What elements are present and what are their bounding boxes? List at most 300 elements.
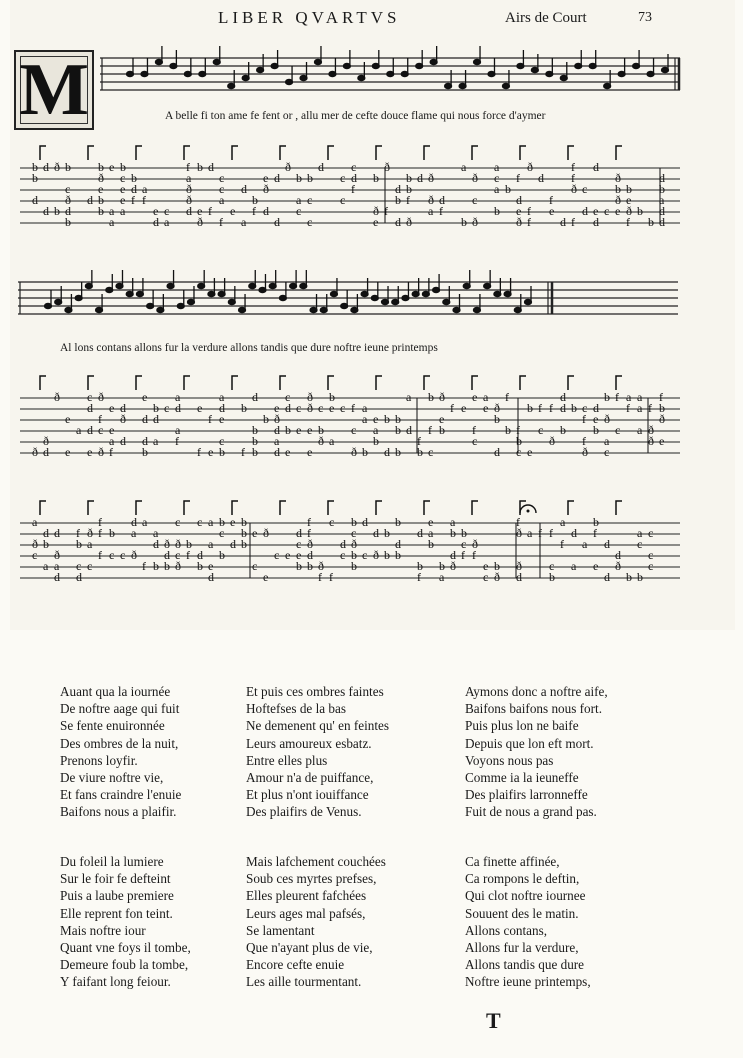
- verse-line: Voyons nous pas: [465, 752, 554, 768]
- tab-letter: a: [362, 412, 368, 426]
- tab-letter: b: [252, 445, 258, 459]
- tab-letter: e: [285, 548, 291, 562]
- tab-letter: f: [593, 526, 597, 540]
- tab-letter: ð: [494, 401, 500, 415]
- tab-letter: f: [648, 401, 652, 415]
- tab-letter: f: [538, 401, 542, 415]
- tab-letter: ð: [307, 390, 313, 404]
- voice-staff-1: [100, 38, 685, 108]
- tab-letter: a: [527, 526, 533, 540]
- tab-letter: f: [560, 537, 564, 551]
- tab-letter: b: [428, 537, 434, 551]
- tab-letter: f: [549, 526, 553, 540]
- tab-letter: ð: [439, 390, 445, 404]
- rhythm-flag-icon: [40, 501, 46, 515]
- tab-letter: e: [252, 526, 258, 540]
- tab-letter: f: [131, 193, 135, 207]
- rhythm-flag-icon: [328, 146, 334, 160]
- rhythm-flag-icon: [88, 376, 94, 390]
- tab-letter: c: [219, 434, 225, 448]
- tab-letter: d: [87, 401, 93, 415]
- tab-letter: d: [384, 445, 390, 459]
- tab-letter: ð: [285, 160, 291, 174]
- tab-letter: c: [76, 559, 82, 573]
- tab-letter: d: [76, 570, 82, 584]
- rhythm-flag-icon: [184, 501, 190, 515]
- tab-letter: b: [54, 204, 60, 218]
- rhythm-flag-icon: [136, 376, 142, 390]
- rhythm-flag-icon: [136, 146, 142, 160]
- tab-letter: d: [43, 160, 49, 174]
- tab-letter: ð: [263, 182, 269, 196]
- tab-letter: c: [120, 548, 126, 562]
- tab-letter: a: [439, 570, 445, 584]
- tab-letter: b: [593, 515, 599, 529]
- tab-letter: a: [626, 390, 632, 404]
- tab-letter: a: [87, 537, 93, 551]
- tab-letter: a: [186, 171, 192, 185]
- tab-letter: f: [98, 412, 102, 426]
- tab-letter: f: [417, 434, 421, 448]
- rhythm-flag-icon: [376, 376, 382, 390]
- rhythm-flag-icon: [424, 146, 430, 160]
- tab-letter: c: [351, 526, 357, 540]
- verse-line: Des ombres de la nuit,: [60, 735, 179, 751]
- tab-letter: c: [219, 526, 225, 540]
- tab-letter: f: [516, 171, 520, 185]
- tab-letter: a: [483, 390, 489, 404]
- tab-letter: f: [461, 548, 465, 562]
- tab-letter: f: [208, 204, 212, 218]
- tab-letter: b: [417, 445, 423, 459]
- tab-letter: e: [65, 412, 71, 426]
- tab-letter: b: [384, 548, 390, 562]
- tab-letter: b: [285, 423, 291, 437]
- tab-letter: ð: [351, 445, 357, 459]
- tab-letter: d: [538, 171, 544, 185]
- tab-letter: b: [263, 412, 269, 426]
- tab-letter: e: [516, 204, 522, 218]
- rhythm-flag-icon: [184, 376, 190, 390]
- tab-letter: c: [329, 515, 335, 529]
- tab-letter: ð: [428, 193, 434, 207]
- tab-letter: b: [373, 434, 379, 448]
- tab-letter: a: [637, 526, 643, 540]
- tab-letter: c: [65, 182, 71, 196]
- tab-letter: e: [98, 182, 104, 196]
- tab-letter: f: [516, 515, 520, 529]
- verse-line: Ca rompons le deftin,: [465, 871, 580, 887]
- tab-letter: b: [32, 160, 38, 174]
- verse-line: Des plaifirs de Venus.: [246, 804, 362, 820]
- tab-letter: c: [615, 423, 621, 437]
- tab-letter: d: [241, 182, 247, 196]
- tab-letter: c: [296, 204, 302, 218]
- tab-letter: a: [32, 515, 38, 529]
- tab-letter: d: [395, 182, 401, 196]
- tab-letter: e: [87, 445, 93, 459]
- tab-letter: b: [153, 559, 159, 573]
- tab-letter: ð: [43, 434, 49, 448]
- tab-letter: e: [285, 445, 291, 459]
- tab-letter: b: [296, 559, 302, 573]
- verse-line: Noftre ieune printemps,: [465, 974, 591, 990]
- rhythm-flag-icon: [280, 376, 286, 390]
- tab-letter: ð: [54, 548, 60, 562]
- rhythm-flag-icon: [232, 501, 238, 515]
- tab-letter: a: [131, 526, 137, 540]
- tab-letter: e: [307, 445, 313, 459]
- rhythm-flag-icon: [472, 376, 478, 390]
- verse-line: Elle reprent fon teint.: [60, 905, 173, 921]
- verse-line: Et plus n'ont iouiffance: [246, 787, 369, 803]
- rhythm-flag-icon: [568, 146, 574, 160]
- tab-letter: d: [373, 526, 379, 540]
- rhythm-flag-icon: [328, 376, 334, 390]
- tab-letter: ð: [307, 401, 313, 415]
- rhythm-flag-icon: [616, 146, 622, 160]
- tab-letter: e: [461, 401, 467, 415]
- tab-letter: c: [494, 171, 500, 185]
- verse-line: Prenons loyfir.: [60, 752, 138, 768]
- tab-letter: a: [604, 434, 610, 448]
- tab-letter: b: [406, 182, 412, 196]
- tab-letter: e: [230, 515, 236, 529]
- tab-letter: b: [219, 515, 225, 529]
- tab-letter: ð: [318, 559, 324, 573]
- tab-letter: d: [120, 401, 126, 415]
- tab-letter: f: [329, 570, 333, 584]
- tab-letter: d: [593, 160, 599, 174]
- tab-letter: ð: [615, 171, 621, 185]
- tab-letter: b: [494, 204, 500, 218]
- tab-letter: f: [417, 570, 421, 584]
- tab-letter: d: [219, 401, 225, 415]
- tab-letter: f: [252, 204, 256, 218]
- tab-letter: e: [296, 423, 302, 437]
- tab-letter: ð: [98, 445, 104, 459]
- tab-letter: e: [197, 204, 203, 218]
- tab-letter: c: [648, 559, 654, 573]
- rhythm-flag-icon: [568, 501, 574, 515]
- tab-letter: d: [593, 401, 599, 415]
- tab-letter: c: [164, 204, 170, 218]
- rhythm-flag-icon: [88, 146, 94, 160]
- tab-letter: d: [230, 537, 236, 551]
- verse-line: Baifons baifons nous fort.: [465, 701, 602, 717]
- tab-letter: e: [109, 160, 115, 174]
- rhythm-flag-icon: [136, 501, 142, 515]
- tab-letter: e: [615, 204, 621, 218]
- tab-letter: ð: [428, 171, 434, 185]
- tab-letter: a: [208, 537, 214, 551]
- tab-letter: f: [626, 401, 630, 415]
- tab-letter: b: [241, 401, 247, 415]
- tab-letter: d: [164, 548, 170, 562]
- tab-letter: ð: [648, 434, 654, 448]
- tab-letter: b: [142, 445, 148, 459]
- tab-letter: f: [582, 412, 586, 426]
- tab-letter: ð: [120, 412, 126, 426]
- tab-letter: d: [208, 570, 214, 584]
- tab-letter: d: [186, 204, 192, 218]
- tab-letter: ð: [472, 171, 478, 185]
- tab-letter: f: [142, 193, 146, 207]
- tab-letter: b: [153, 401, 159, 415]
- tab-letter: ð: [65, 193, 71, 207]
- tab-letter: e: [296, 548, 302, 562]
- rhythm-flag-icon: [184, 146, 190, 160]
- tab-letter: ð: [197, 215, 203, 229]
- tab-letter: b: [307, 559, 313, 573]
- rhythm-flag-icon: [616, 501, 622, 515]
- tab-letter: c: [538, 423, 544, 437]
- tab-letter: b: [98, 160, 104, 174]
- lyrics-line-1: A belle fi ton ame fe fent or , allu mer de cefte douce flame qui nous force d'aymer: [165, 110, 546, 122]
- tab-letter: f: [384, 204, 388, 218]
- tab-letter: b: [241, 526, 247, 540]
- tab-letter: a: [428, 204, 434, 218]
- tab-letter: f: [109, 445, 113, 459]
- tab-letter: e: [593, 559, 599, 573]
- tab-letter: ð: [175, 537, 181, 551]
- tab-letter: d: [604, 570, 610, 584]
- tab-letter: e: [120, 182, 126, 196]
- tab-letter: e: [483, 401, 489, 415]
- tab-letter: a: [494, 160, 500, 174]
- tab-letter: b: [219, 548, 225, 562]
- tab-letter: b: [395, 515, 401, 529]
- tab-letter: e: [120, 193, 126, 207]
- tab-letter: e: [109, 423, 115, 437]
- tab-letter: d: [362, 515, 368, 529]
- tab-letter: e: [483, 559, 489, 573]
- tab-letter: d: [494, 445, 500, 459]
- tab-letter: b: [395, 423, 401, 437]
- tab-letter: a: [329, 434, 335, 448]
- tab-letter: b: [197, 160, 203, 174]
- tab-letter: d: [54, 570, 60, 584]
- tab-letter: d: [87, 193, 93, 207]
- verse-line: Mais lafchement couchées: [246, 854, 386, 869]
- verse-line: Allons fur la verdure,: [465, 940, 579, 955]
- tab-letter: b: [252, 434, 258, 448]
- tab-letter: f: [516, 423, 520, 437]
- tab-letter: ð: [54, 390, 60, 404]
- verse-line: Encore cefte enuie: [246, 957, 345, 973]
- tab-letter: e: [593, 412, 599, 426]
- verse-line: Se lamentant: [246, 922, 315, 938]
- tab-letter: b: [186, 537, 192, 551]
- rhythm-flag-icon: [280, 146, 286, 160]
- tab-letter: f: [142, 559, 146, 573]
- tab-letter: a: [406, 390, 412, 404]
- tab-letter: c: [318, 401, 324, 415]
- rhythm-flag-icon: [472, 146, 478, 160]
- tab-letter: ð: [516, 559, 522, 573]
- verse-line: Se fente enuironnée: [60, 718, 165, 734]
- tab-letter: a: [296, 193, 302, 207]
- tab-letter: c: [296, 537, 302, 551]
- rhythm-flag-icon: [520, 146, 526, 160]
- tab-letter: d: [274, 171, 280, 185]
- rhythm-flag-icon: [616, 376, 622, 390]
- tab-letter: c: [351, 160, 357, 174]
- tab-letter: f: [527, 215, 531, 229]
- tab-letter: c: [87, 559, 93, 573]
- verse-line: Comme ia la ieuneffe: [465, 770, 579, 785]
- tab-letter: e: [439, 412, 445, 426]
- tab-letter: b: [32, 171, 38, 185]
- tab-letter: ð: [516, 526, 522, 540]
- tab-letter: ð: [307, 537, 313, 551]
- tab-letter: f: [98, 526, 102, 540]
- tab-letter: c: [648, 548, 654, 562]
- tab-letter: e: [208, 559, 214, 573]
- rhythm-flag-icon: [424, 501, 430, 515]
- tab-letter: d: [32, 193, 38, 207]
- tab-letter: b: [527, 401, 533, 415]
- tab-letter: ð: [450, 559, 456, 573]
- tab-letter: d: [571, 526, 577, 540]
- tab-letter: b: [604, 390, 610, 404]
- tab-letter: d: [274, 215, 280, 229]
- tab-letter: b: [131, 171, 137, 185]
- tab-letter: ð: [549, 434, 555, 448]
- tab-letter: c: [362, 548, 368, 562]
- verse-line: Allons tandis que dure: [465, 957, 585, 973]
- section-title: Airs de Court: [505, 10, 587, 26]
- tab-letter: a: [428, 526, 434, 540]
- tab-letter: c: [252, 559, 258, 573]
- tab-letter: b: [384, 412, 390, 426]
- tab-letter: d: [659, 215, 665, 229]
- tab-letter: e: [659, 434, 665, 448]
- tab-letter: b: [571, 401, 577, 415]
- tab-letter: e: [197, 401, 203, 415]
- tab-letter: f: [175, 434, 179, 448]
- tab-letter: f: [450, 401, 454, 415]
- tab-letter: a: [109, 204, 115, 218]
- tab-letter: ð: [659, 412, 665, 426]
- tab-letter: a: [637, 423, 643, 437]
- tab-letter: b: [439, 423, 445, 437]
- tab-letter: c: [98, 423, 104, 437]
- rhythm-flag-icon: [568, 376, 574, 390]
- tab-letter: d: [659, 171, 665, 185]
- tab-letter: ð: [98, 171, 104, 185]
- tab-letter: f: [571, 171, 575, 185]
- tab-letter: f: [615, 390, 619, 404]
- tab-letter: d: [153, 215, 159, 229]
- tab-letter: e: [153, 204, 159, 218]
- tab-letter: b: [395, 445, 401, 459]
- verse-line: Elles pleurent fafchées: [246, 888, 367, 904]
- tab-letter: ð: [626, 204, 632, 218]
- tab-letter: ð: [472, 537, 478, 551]
- tab-letter: c: [197, 515, 203, 529]
- tab-letter: ð: [87, 526, 93, 540]
- tab-letter: b: [65, 215, 71, 229]
- tab-letter: ð: [494, 570, 500, 584]
- verse-line: Sur le foir fe defteint: [60, 871, 171, 887]
- tab-letter: a: [637, 390, 643, 404]
- tab-letter: e: [373, 215, 379, 229]
- tab-letter: ð: [472, 215, 478, 229]
- verse-line: Et fans craindre l'enuie: [60, 787, 182, 803]
- tab-letter: f: [186, 548, 190, 562]
- verse-line: Fuit de nous a grand pas.: [465, 804, 597, 820]
- tab-letter: d: [43, 526, 49, 540]
- tab-letter: e: [142, 390, 148, 404]
- tab-letter: c: [582, 401, 588, 415]
- tab-letter: a: [373, 423, 379, 437]
- tab-letter: c: [274, 548, 280, 562]
- tab-letter: b: [450, 526, 456, 540]
- verse-line: Depuis que lon eft mort.: [465, 735, 594, 751]
- tab-letter: ð: [351, 537, 357, 551]
- tab-letter: d: [131, 515, 137, 529]
- tab-letter: ð: [175, 559, 181, 573]
- page-number: 73: [638, 10, 652, 25]
- tab-letter: b: [648, 215, 654, 229]
- tab-letter: e: [373, 412, 379, 426]
- tab-letter: b: [626, 182, 632, 196]
- tab-letter: d: [120, 434, 126, 448]
- tab-letter: a: [274, 434, 280, 448]
- rhythm-flag-icon: [376, 146, 382, 160]
- tab-letter: d: [615, 548, 621, 562]
- tab-letter: ð: [274, 412, 280, 426]
- tab-letter: b: [351, 515, 357, 529]
- tab-letter: d: [582, 204, 588, 218]
- running-title: LIBER QVARTVS: [218, 8, 401, 27]
- tab-letter: b: [373, 171, 379, 185]
- tab-letter: b: [252, 423, 258, 437]
- rhythm-flag-icon: [472, 501, 478, 515]
- tab-letter: ð: [648, 423, 654, 437]
- verse-line: Aymons donc a noftre aife,: [465, 684, 608, 699]
- tab-letter: c: [285, 390, 291, 404]
- tab-letter: d: [43, 204, 49, 218]
- tab-letter: b: [252, 193, 258, 207]
- tab-letter: e: [263, 570, 269, 584]
- tab-letter: ð: [527, 160, 533, 174]
- tab-letter: f: [582, 434, 586, 448]
- tab-letter: b: [439, 559, 445, 573]
- tab-letter: a: [109, 434, 115, 448]
- tab-letter: f: [208, 412, 212, 426]
- tab-letter: e: [626, 193, 632, 207]
- verse-line: Puis a laube premiere: [60, 888, 174, 904]
- tab-letter: b: [120, 160, 126, 174]
- tab-letter: b: [659, 182, 665, 196]
- tab-letter: d: [417, 526, 423, 540]
- tab-letter: f: [98, 515, 102, 529]
- tab-letter: d: [659, 204, 665, 218]
- tab-letter: ð: [571, 182, 577, 196]
- tab-letter: e: [208, 445, 214, 459]
- tab-letter: f: [549, 193, 553, 207]
- tab-letter: d: [131, 182, 137, 196]
- tab-letter: b: [329, 390, 335, 404]
- tab-letter: a: [142, 182, 148, 196]
- tab-letter: a: [219, 193, 225, 207]
- tab-letter: ð: [186, 193, 192, 207]
- tab-letter: b: [395, 548, 401, 562]
- tab-letter: f: [197, 445, 201, 459]
- tab-letter: b: [494, 559, 500, 573]
